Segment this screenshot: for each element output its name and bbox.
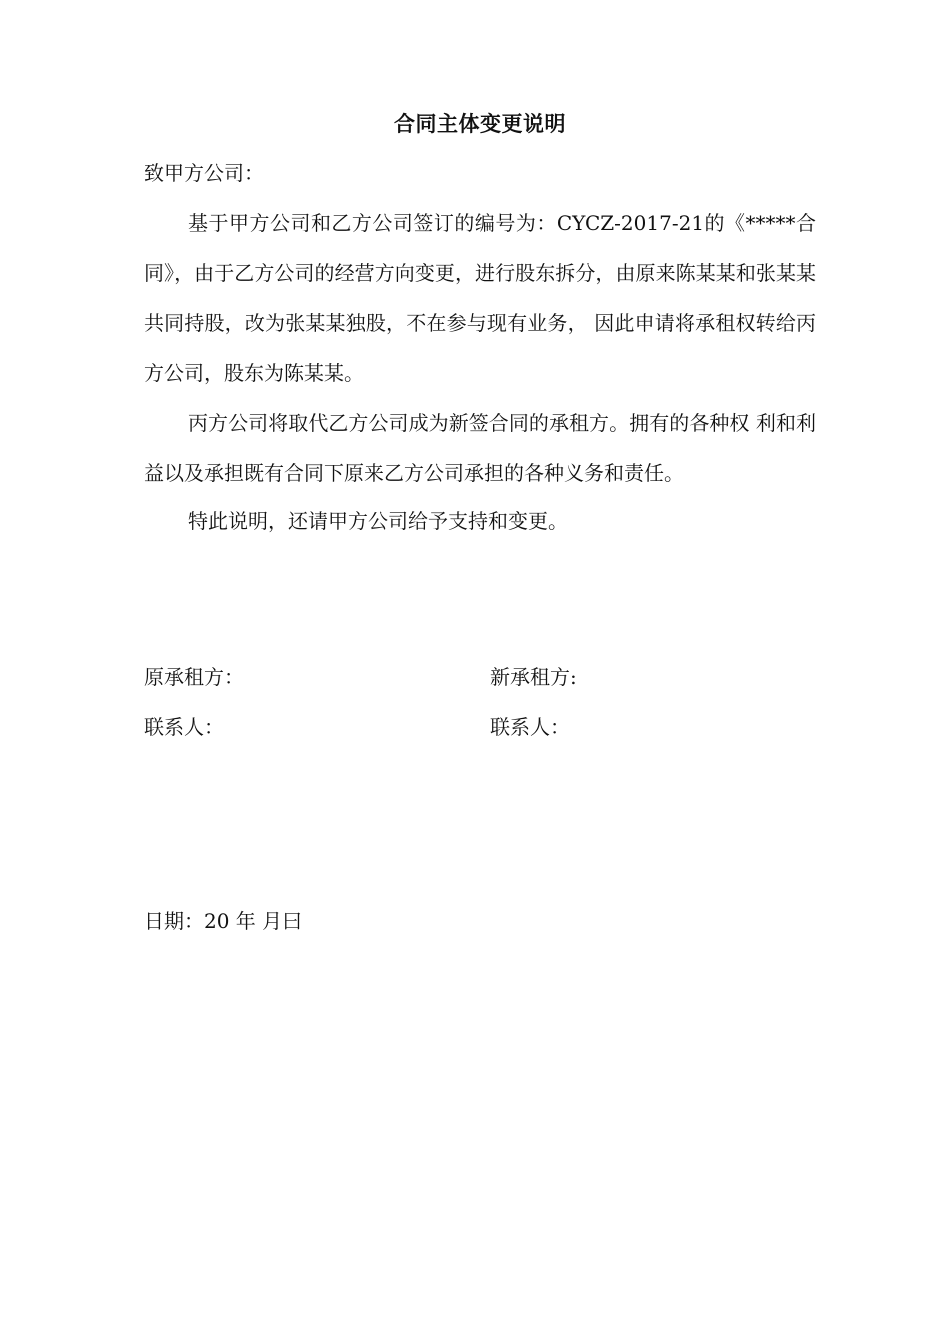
paragraph-3: 特此说明，还请甲方公司给予支持和变更。 bbox=[188, 509, 568, 533]
new-contact-label: 联系人： bbox=[490, 715, 570, 739]
original-contact-label: 联系人： bbox=[144, 715, 224, 739]
paragraph-1: 基于甲方公司和乙方公司签订的编号为：CYCZ-2017-21的《*****合同》，由于乙方公司的经营方向变更，进行股东拆分，由原来陈某某和张某某共同持股，改为张某某独股，不在参与现有业务， 因此申请将承租权转给丙方公司，股东为陈某某。 bbox=[144, 211, 816, 385]
original-lessee-label: 原承租方： bbox=[144, 665, 244, 689]
new-lessee-label: 新承租方: bbox=[490, 665, 577, 689]
document-title: 合同主体变更说明 bbox=[394, 112, 566, 136]
date-line: 日期：20 年 月曰 bbox=[144, 909, 303, 933]
salutation: 致甲方公司： bbox=[144, 161, 264, 185]
paragraph-2: 丙方公司将取代乙方公司成为新签合同的承租方。拥有的各种权 利和利益以及承担既有合同下原来乙方公司承担的各种义务和责任。 bbox=[144, 411, 816, 485]
